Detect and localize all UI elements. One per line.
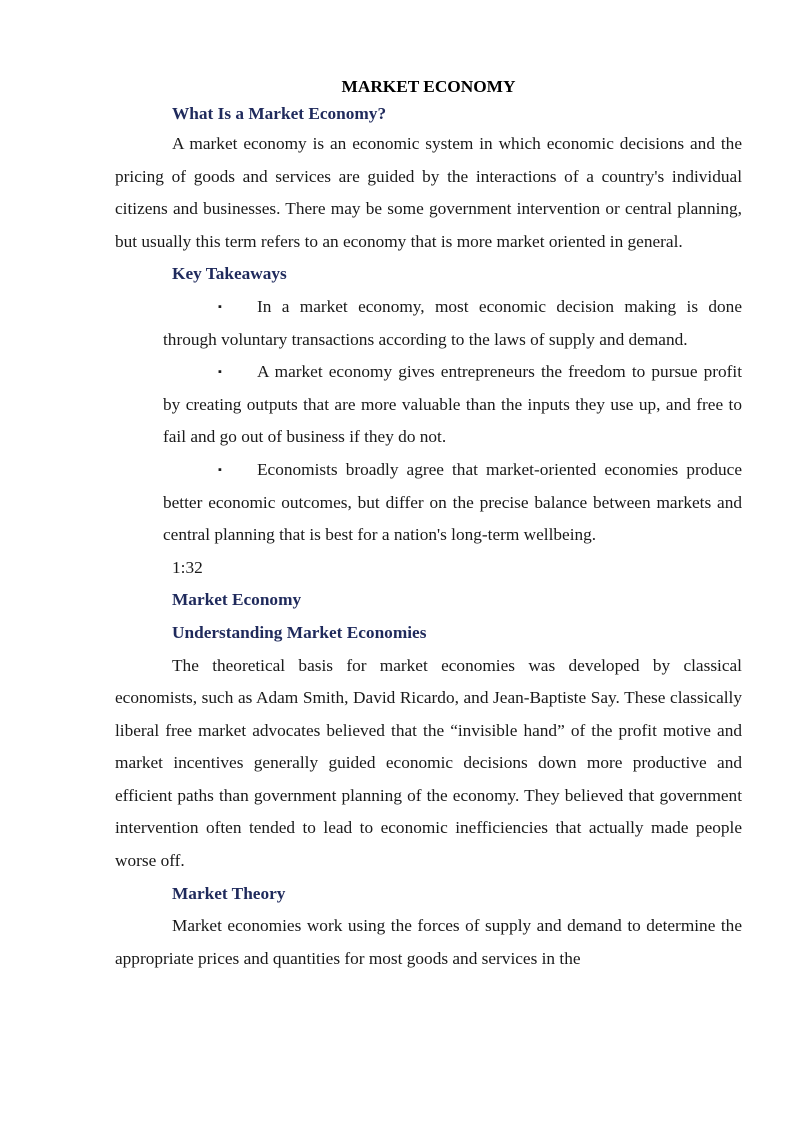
document-body [115, 76, 742, 975]
section-heading-key-takeaways: Key Takeaways [172, 264, 287, 284]
bullet-icon: ▪ [218, 300, 222, 313]
paragraph-market-theory: Market economies work using the forces of supply and demand to determine the appropriate prices and quantities for most goods and services in the [115, 916, 742, 968]
section-heading-what-is: What Is a Market Economy? [172, 104, 387, 123]
document-title: MARKET ECONOMY [341, 77, 516, 96]
section-heading-understanding: Understanding Market Economies [172, 622, 427, 642]
paragraph-definition: A market economy is an economic system in which economic decisions and the pricing of goods and services are guided by the interactions of a country's individual citizens and businesses. There may be some government intervention or central planning, but usually this term refers to an economy that is more market oriented in general. [115, 134, 742, 251]
list-item [163, 291, 742, 356]
list-item-text: In a market economy, most economic decision making is done through voluntary transactions according to the laws of supply and demand. [163, 296, 742, 349]
key-takeaways-list [115, 291, 742, 552]
video-duration: 1:32 [172, 557, 203, 577]
list-item [163, 356, 742, 454]
paragraph-understanding: The theoretical basis for market economies was developed by classical economists, such as Adam Smith, David Ricardo, and Jean-Baptiste Say. These classically liberal free market advocates believed that the “invisible hand” of the profit motive and market incentives generally guided economic decisions down more productive and efficient paths than government planning of the economy. They believed that government intervention often tended to lead to economic inefficiencies that actually made people worse off. [115, 655, 742, 871]
list-item-text: Economists broadly agree that market-oriented economies produce better economic outcomes, but differ on the precise balance between markets and central planning that is best for a nation's long-term wellbeing. [163, 459, 742, 545]
list-item [163, 454, 742, 552]
section-heading-market-theory: Market Theory [172, 883, 286, 903]
bullet-icon: ▪ [218, 366, 222, 379]
list-item-text: A market economy gives entrepreneurs the freedom to pursue profit by creating outputs that are more valuable than the inputs they use up, and free to fail and go out of business if they do not. [163, 362, 742, 447]
video-heading: Market Economy [172, 590, 302, 610]
bullet-icon: ▪ [218, 463, 222, 476]
